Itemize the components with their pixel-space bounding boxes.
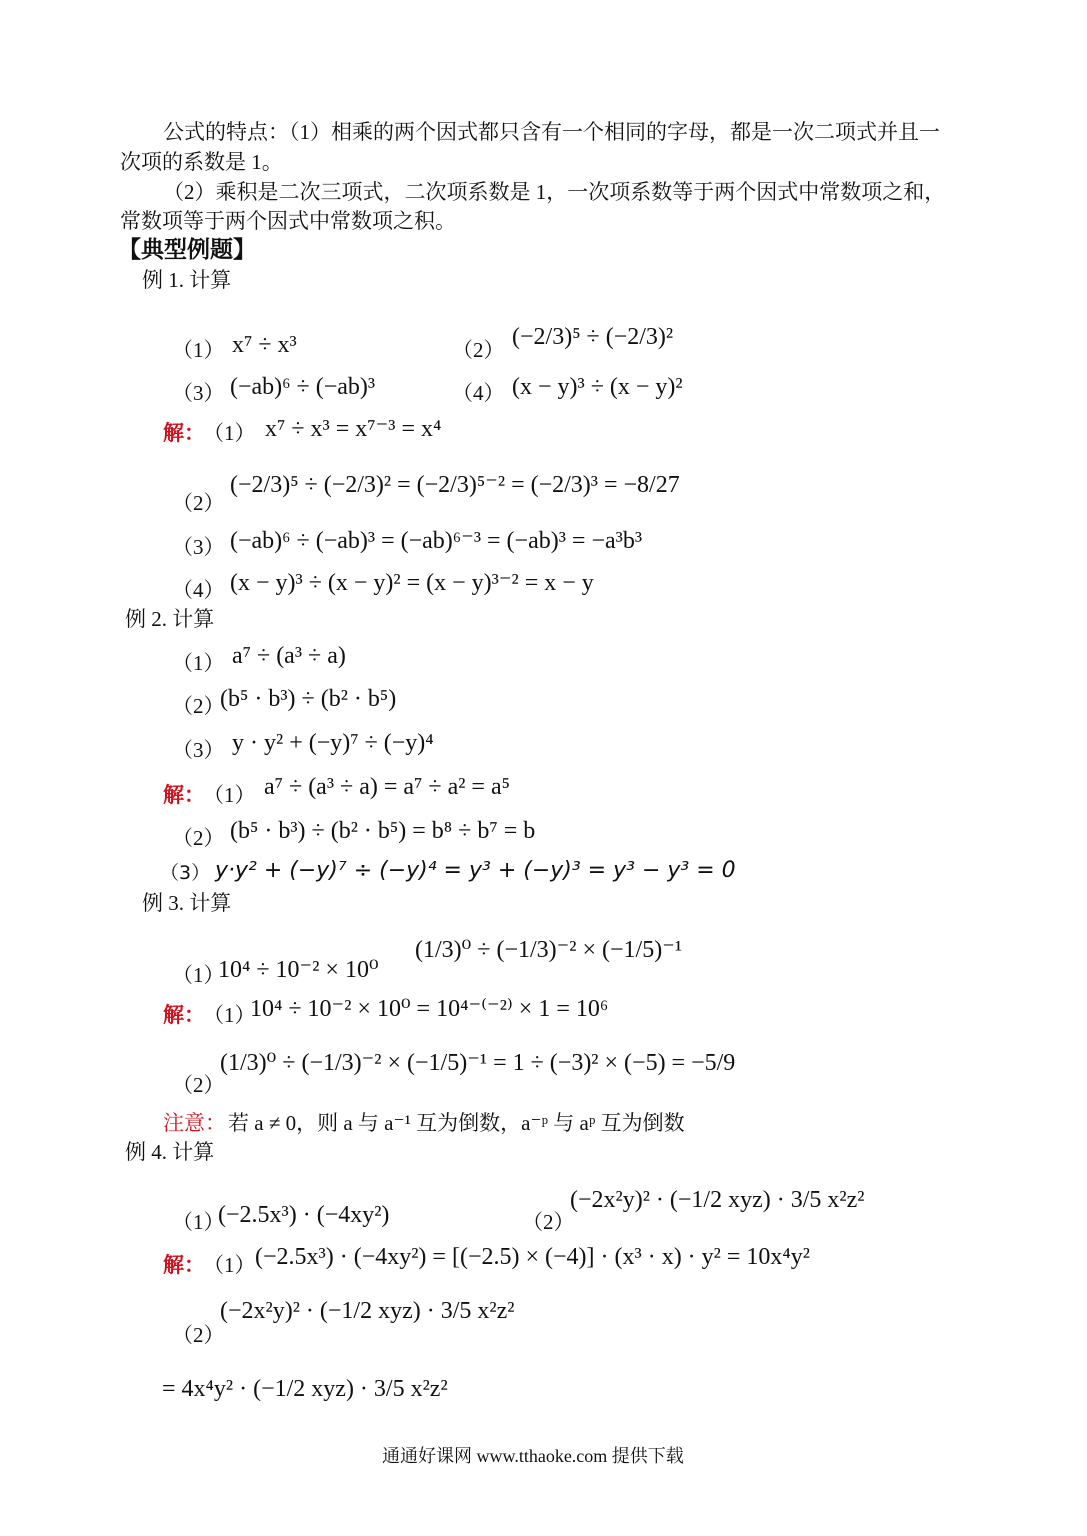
ex4-solution-2-continued: = 4x⁴y² · (−1/2 xyz) · 3/5 x²z²	[162, 1376, 448, 1402]
page-footer: 通通好课网 www.tthaoke.com 提供下载	[382, 1446, 684, 1466]
ex2-solution-3-num: （3）	[160, 862, 211, 884]
ex4-problem-1-expr: (−2.5x³) · (−4xy²)	[218, 1202, 390, 1228]
ex1-solution-1-num: （1）	[203, 421, 256, 445]
ex1-solution-4-expr: (x − y)³ ÷ (x − y)² = (x − y)³⁻² = x − y	[230, 570, 594, 596]
ex3-problem-1-num: （1）	[172, 963, 225, 987]
ex3-solution-2-expr: (1/3)⁰ ÷ (−1/3)⁻² × (−1/5)⁻¹ = 1 ÷ (−3)² × (−5) = −5/9	[220, 1050, 736, 1076]
ex3-solution-1-expr: 10⁴ ÷ 10⁻² × 10⁰ = 10⁴⁻⁽⁻²⁾ × 1 = 10⁶	[250, 996, 609, 1022]
ex4-solution-2-expr: (−2x²y)² · (−1/2 xyz) · 3/5 x²z²	[220, 1298, 515, 1324]
ex1-solution-label: 解：	[163, 421, 205, 445]
ex2-solution-1-num: （1）	[203, 783, 256, 807]
ex2-solution-2-expr: (b⁵ · b³) ÷ (b² · b⁵) = b⁸ ÷ b⁷ = b	[230, 818, 536, 844]
ex3-solution-2-num: （2）	[172, 1073, 225, 1097]
ex2-solution-2-num: （2）	[172, 826, 225, 850]
ex1-problem-2-expr: (−2/3)⁵ ÷ (−2/3)²	[512, 324, 674, 350]
ex1-problem-1-expr: x⁷ ÷ x³	[232, 332, 297, 358]
section-heading: 【典型例题】	[118, 237, 256, 262]
ex1-problem-4-expr: (x − y)³ ÷ (x − y)²	[512, 374, 683, 400]
ex3-solution-label: 解：	[163, 1003, 205, 1027]
ex1-problem-4-num: （4）	[452, 381, 505, 405]
ex1-solution-3-num: （3）	[172, 535, 225, 559]
ex2-solution-label: 解：	[163, 783, 205, 807]
ex1-solution-3-expr: (−ab)⁶ ÷ (−ab)³ = (−ab)⁶⁻³ = (−ab)³ = −a³b³	[230, 528, 643, 554]
ex4-problem-2-num: （2）	[522, 1210, 575, 1234]
ex1-solution-4-num: （4）	[172, 578, 225, 602]
intro-line-1: 公式的特点：（1）相乘的两个因式都只含有一个相同的字母，都是一次二项式并且一	[163, 120, 940, 144]
ex1-solution-2-expr: (−2/3)⁵ ÷ (−2/3)² = (−2/3)⁵⁻² = (−2/3)³ = −8/27	[230, 472, 680, 498]
ex2-solution-1-expr: a⁷ ÷ (a³ ÷ a) = a⁷ ÷ a² = a⁵	[264, 774, 510, 800]
ex1-solution-1-expr: x⁷ ÷ x³ = x⁷⁻³ = x⁴	[265, 416, 442, 442]
ex3-problem-1-expr: 10⁴ ÷ 10⁻² × 10⁰	[218, 957, 379, 983]
ex2-problem-3-num: （3）	[172, 738, 225, 762]
ex2-problem-3-expr: y · y² + (−y)⁷ ÷ (−y)⁴	[232, 730, 434, 756]
ex2-problem-2-num: （2）	[172, 694, 225, 718]
ex2-problem-1-expr: a⁷ ÷ (a³ ÷ a)	[232, 643, 346, 669]
ex3-problem-2-expr: (1/3)⁰ ÷ (−1/3)⁻² × (−1/5)⁻¹	[415, 937, 683, 963]
intro-line-4: 常数项等于两个因式中常数项之积。	[120, 209, 456, 233]
example-2-title: 例 2. 计算	[125, 607, 215, 631]
ex1-solution-2-num: （2）	[172, 491, 225, 515]
ex4-solution-label: 解：	[163, 1253, 205, 1277]
intro-line-3: （2）乘积是二次三项式，二次项系数是 1，一次项系数等于两个因式中常数项之和，	[163, 180, 946, 204]
example-3-title: 例 3. 计算	[142, 891, 232, 915]
example-4-title: 例 4. 计算	[125, 1140, 215, 1164]
ex3-solution-1-num: （1）	[203, 1003, 256, 1027]
ex1-problem-1-num: （1）	[172, 338, 225, 362]
ex2-solution-3-expr: y·y² + (−y)⁷ ÷ (−y)⁴ = y³ + (−y)³ = y³ − y³ = 0	[215, 858, 736, 883]
ex2-problem-2-expr: (b⁵ · b³) ÷ (b² · b⁵)	[220, 686, 397, 712]
ex1-problem-3-num: （3）	[172, 381, 225, 405]
example-1-title: 例 1. 计算	[142, 268, 232, 292]
note-text: 若 a ≠ 0，则 a 与 a⁻¹ 互为倒数，a⁻ᵖ 与 aᵖ 互为倒数	[228, 1111, 685, 1135]
ex4-solution-1-num: （1）	[203, 1253, 256, 1277]
ex4-solution-1-expr: (−2.5x³) · (−4xy²) = [(−2.5) × (−4)] · (x³ · x) · y² = 10x⁴y²	[255, 1244, 810, 1270]
intro-line-2: 次项的系数是 1。	[120, 150, 283, 174]
ex1-problem-2-num: （2）	[452, 338, 505, 362]
ex4-problem-1-num: （1）	[172, 1210, 225, 1234]
ex1-problem-3-expr: (−ab)⁶ ÷ (−ab)³	[230, 374, 376, 400]
ex4-solution-2-num: （2）	[172, 1323, 225, 1347]
note-label: 注意：	[163, 1111, 226, 1135]
ex4-problem-2-expr: (−2x²y)² · (−1/2 xyz) · 3/5 x²z²	[570, 1187, 865, 1213]
ex2-problem-1-num: （1）	[172, 651, 225, 675]
